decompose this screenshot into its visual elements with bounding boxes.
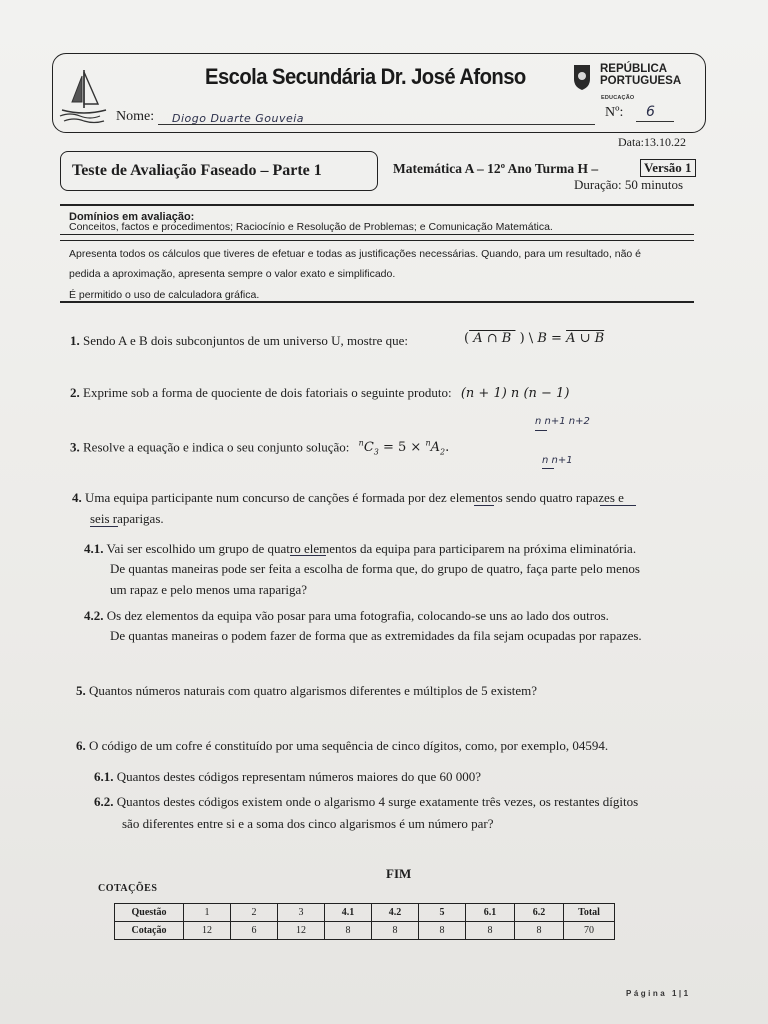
name-label: Nome:	[116, 109, 155, 124]
end-label: FIM	[386, 866, 412, 881]
table-cell: 4.1	[325, 904, 372, 922]
table-row	[115, 922, 615, 940]
question-number: 4.2.	[84, 608, 104, 623]
republic-label: REPÚBLICA PORTUGUESA	[600, 63, 682, 87]
cotacoes-label: COTAÇÕES	[98, 883, 158, 894]
table-row	[115, 904, 615, 922]
question-text: Quantos números naturais com quatro algarismos diferentes e múltiplos de 5 existem?	[89, 683, 538, 698]
question-4-1	[84, 539, 636, 559]
question-6-2-continued: são diferentes entre si e a soma dos cinco algarismos é um número par?	[122, 816, 494, 831]
table-cell: 8	[466, 922, 515, 940]
domains-text: Conceitos, factos e procedimentos; Raciocínio e Resolução de Problemas; e Comunicação Matemática.	[69, 221, 553, 233]
question-text: Vai ser escolhido um grupo de quatro elementos da equipa para participarem na próxima eliminatória.	[106, 541, 637, 556]
divider	[60, 234, 694, 235]
question-4-1-continued: De quantas maneiras pode ser feita a escolha de forma que, do grupo de quatro, faça parte pelo menos	[110, 561, 640, 576]
table-cell: 6.2	[515, 904, 564, 922]
date: Data:13.10.22	[618, 135, 686, 149]
question-number: 4.	[72, 490, 82, 505]
table-cell: 70	[564, 922, 615, 940]
divider	[60, 301, 694, 303]
question-4-1-continued: um rapaz e pelo menos uma rapariga?	[110, 582, 308, 597]
table-cell: 12	[278, 922, 325, 940]
table-cell: 6	[231, 922, 278, 940]
cotacoes-table	[114, 903, 615, 940]
page-number: Página 1|1	[626, 989, 691, 998]
number-field-line[interactable]	[636, 121, 674, 122]
question-2	[70, 383, 569, 404]
question-3	[70, 434, 449, 463]
instructions-line: É permitido o uso de calculadora gráfica.	[69, 289, 260, 301]
handwritten-note: n n+1	[542, 455, 573, 466]
question-text: Exprime sob a forma de quociente de dois fatoriais o seguinte produto:	[83, 385, 452, 400]
number-value: 6	[646, 104, 655, 120]
version-badge: Versão 1	[640, 159, 696, 177]
handwritten-underline	[290, 555, 326, 556]
table-cell: 1	[184, 904, 231, 922]
handwritten-underline	[535, 430, 547, 431]
question-4-continued: seis raparigas.	[90, 511, 164, 526]
question-4	[72, 488, 624, 508]
test-title: Teste de Avaliação Faseado – Parte 1	[72, 162, 322, 179]
school-name: Escola Secundária Dr. José Afonso	[205, 64, 526, 89]
handwritten-underline	[90, 526, 118, 527]
table-cell: 3	[278, 904, 325, 922]
table-row-label: Cotação	[115, 922, 184, 940]
question-6-2	[94, 792, 638, 812]
table-cell: 2	[231, 904, 278, 922]
table-cell: 8	[515, 922, 564, 940]
question-number: 2.	[70, 385, 80, 400]
number-label: Nº:	[605, 105, 624, 120]
question-text: Uma equipa participante num concurso de canções é formada por dez elementos sendo quatro rapazes e	[85, 490, 624, 505]
question-number: 3.	[70, 439, 80, 455]
question-6	[76, 736, 608, 756]
handwritten-underline	[542, 468, 554, 469]
table-cell: 5	[419, 904, 466, 922]
table-cell: Total	[564, 904, 615, 922]
question-number: 4.1.	[84, 541, 104, 556]
table-cell: 6.1	[466, 904, 515, 922]
table-cell: 12	[184, 922, 231, 940]
table-row-label: Questão	[115, 904, 184, 922]
question-number: 1.	[70, 333, 80, 348]
question-text: Sendo A e B dois subconjuntos de um universo U, mostre que:	[83, 333, 408, 348]
domains-title: Domínios em avaliação:	[69, 211, 195, 223]
question-text: Resolve a equação e indica o seu conjunto solução:	[83, 439, 350, 455]
republic-emblem-icon	[570, 63, 594, 91]
question-number: 6.2.	[94, 794, 114, 809]
divider	[60, 204, 694, 206]
question-6-1	[94, 767, 481, 787]
subject-line: Matemática A – 12º Ano Turma H –	[393, 161, 599, 176]
education-label: EDUCAÇÃO	[601, 95, 635, 101]
question-1-formula: ( A ∩ B ) \ B = A ∪ B	[464, 331, 605, 346]
question-4-2-continued: De quantas maneiras o podem fazer de forma que as extremidades da fila sejam ocupadas por rapazes.	[110, 628, 642, 643]
divider	[60, 240, 694, 241]
handwritten-underline	[600, 505, 636, 506]
question-text: O código de um cofre é constituído por uma sequência de cinco dígitos, como, por exemplo, 04594.	[89, 738, 609, 753]
question-number: 6.	[76, 738, 86, 753]
table-cell: 8	[325, 922, 372, 940]
handwritten-underline	[474, 505, 494, 506]
instructions-line: pedida a aproximação, apresenta sempre o valor exato e simplificado.	[69, 268, 396, 280]
name-value: Diogo Duarte Gouveia	[172, 112, 305, 125]
handwritten-note: n n+1 n+2	[535, 416, 590, 427]
question-text: Os dez elementos da equipa vão posar para uma fotografia, colocando-se uns ao lado dos outros.	[106, 608, 609, 623]
table-cell: 8	[419, 922, 466, 940]
question-3-equation: $^nC_3 = 5 \times ^nA_2$.	[358, 439, 450, 457]
school-logo-icon	[58, 66, 110, 126]
duration: Duração: 50 minutos	[574, 177, 684, 192]
question-text: Quantos destes códigos representam números maiores do que 60 000?	[116, 769, 482, 784]
table-cell: 4.2	[372, 904, 419, 922]
question-4-2	[84, 606, 609, 626]
table-cell: 8	[372, 922, 419, 940]
question-text: Quantos destes códigos existem onde o algarismo 4 surge exatamente três vezes, os restantes dígitos	[116, 794, 639, 809]
instructions-line: Apresenta todos os cálculos que tiveres de efetuar e todas as justificações necessárias. Quando, para um resultado, não é	[69, 248, 642, 260]
question-1	[70, 331, 408, 351]
question-number: 6.1.	[94, 769, 114, 784]
question-number: 5.	[76, 683, 86, 698]
question-2-expression: (n + 1) n (n − 1)	[460, 386, 570, 401]
question-5	[76, 681, 537, 701]
